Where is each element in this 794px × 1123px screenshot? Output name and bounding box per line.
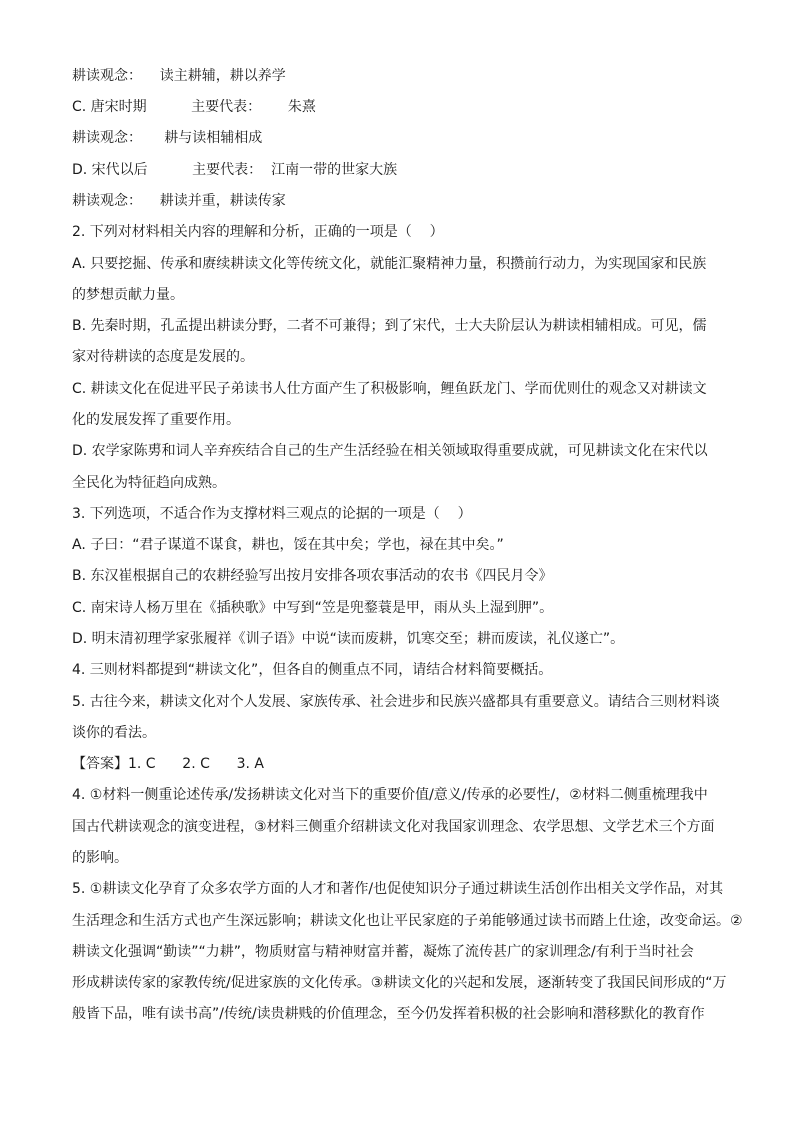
option-3b: B. 东汉崔根据自己的农耕经验写出按月安排各项农事活动的农书《四民月令》	[72, 568, 553, 584]
text-line: 耕读观念： 耕读并重，耕读传家	[72, 193, 286, 209]
text-line: 耕读观念： 耕与读相辅相成	[72, 130, 263, 146]
question-4: 4. 三则材料都提到“耕读文化”，但各自的侧重点不同，请结合材料简要概括。	[72, 662, 553, 678]
option-3c: C. 南宋诗人杨万里在《插秧歌》中写到“笠是兜鍪蓑是甲，雨从头上湿到胛”。	[72, 600, 554, 616]
text-line: 的梦想贡献力量。	[72, 287, 184, 303]
text-line: 生活理念和生活方式也产生深远影响；耕读文化也让平民家庭的子弟能够通过读书而踏上仕途，改变命运。②	[72, 913, 743, 929]
option-3d: D. 明末清初理学家张履祥《训子语》中说“读而废耕，饥寒交至；耕而废读，礼仪遂亡”。	[72, 631, 625, 647]
answer-key: 【答案】1. C 2. C 3. A	[72, 756, 264, 772]
question-5: 5. 古往今来，耕读文化对个人发展、家族传承、社会进步和民族兴盛都具有重要意义。请结合三则材料谈	[72, 694, 720, 710]
text-line: 耕读文化强调“勤读”“力耕”，物质财富与精神财富并蓄，凝炼了流传甚广的家训理念/有利于当时社会	[72, 944, 694, 960]
option-2b: B. 先秦时期，孔孟提出耕读分野，二者不可兼得；到了宋代，士大夫阶层认为耕读相辅相成。可见，儒	[72, 318, 707, 334]
option-2d: D. 农学家陈旉和词人辛弃疾结合自己的生产生活经验在相关领域取得重要成就，可见耕读文化在宋代以	[72, 443, 708, 459]
text-line: 全民化为特征趋向成熟。	[72, 475, 226, 491]
text-line: 耕读观念： 读主耕辅，耕以养学	[72, 68, 286, 84]
text-line: 化的发展发挥了重要作用。	[72, 412, 240, 428]
text-line: 谈你的看法。	[72, 725, 156, 741]
text-line: D. 宋代以后 主要代表： 江南一带的世家大族	[72, 162, 398, 178]
option-3a: A. 子曰：“君子谋道不谋食，耕也，馁在其中矣；学也，禄在其中矣。”	[72, 537, 504, 553]
text-line: C. 唐宋时期 主要代表： 朱熹	[72, 99, 316, 115]
answer-5: 5. ①耕读文化孕育了众多农学方面的人才和著作/也促使知识分子通过耕读生活创作出相关文学作品，对其	[72, 881, 724, 897]
question-3: 3. 下列选项，不适合作为支撑材料三观点的论据的一项是（ ）	[72, 506, 472, 522]
text-line: 形成耕读传家的家教传统/促进家族的文化传承。③耕读文化的兴起和发展，逐渐转变了我国民间形成的“万	[72, 975, 727, 991]
text-line: 般皆下品，唯有读书高”/传统/读贵耕贱的价值理念，至今仍发挥着积极的社会影响和潜移默化的教育作	[72, 1006, 705, 1022]
text-line: 国古代耕读观念的演变进程，③材料三侧重介绍耕读文化对我国家训理念、农学思想、文学艺术三个方面	[72, 819, 715, 835]
option-2c: C. 耕读文化在促进平民子弟读书人仕方面产生了积极影响，鲤鱼跃龙门、学而优则仕的观念又对耕读文	[72, 381, 707, 397]
text-line: 家对待耕读的态度是发展的。	[72, 349, 254, 365]
option-2a: A. 只要挖掘、传承和赓续耕读文化等传统文化，就能汇聚精神力量，积攒前行动力，为实现国家和民族	[72, 256, 707, 272]
answer-4: 4. ①材料一侧重论述传承/发扬耕读文化对当下的重要价值/意义/传承的必要性/，②材料二侧重梳理我中	[72, 787, 708, 803]
text-line: 的影响。	[72, 850, 128, 866]
question-2: 2. 下列对材料相关内容的理解和分析，正确的一项是（ ）	[72, 224, 444, 240]
